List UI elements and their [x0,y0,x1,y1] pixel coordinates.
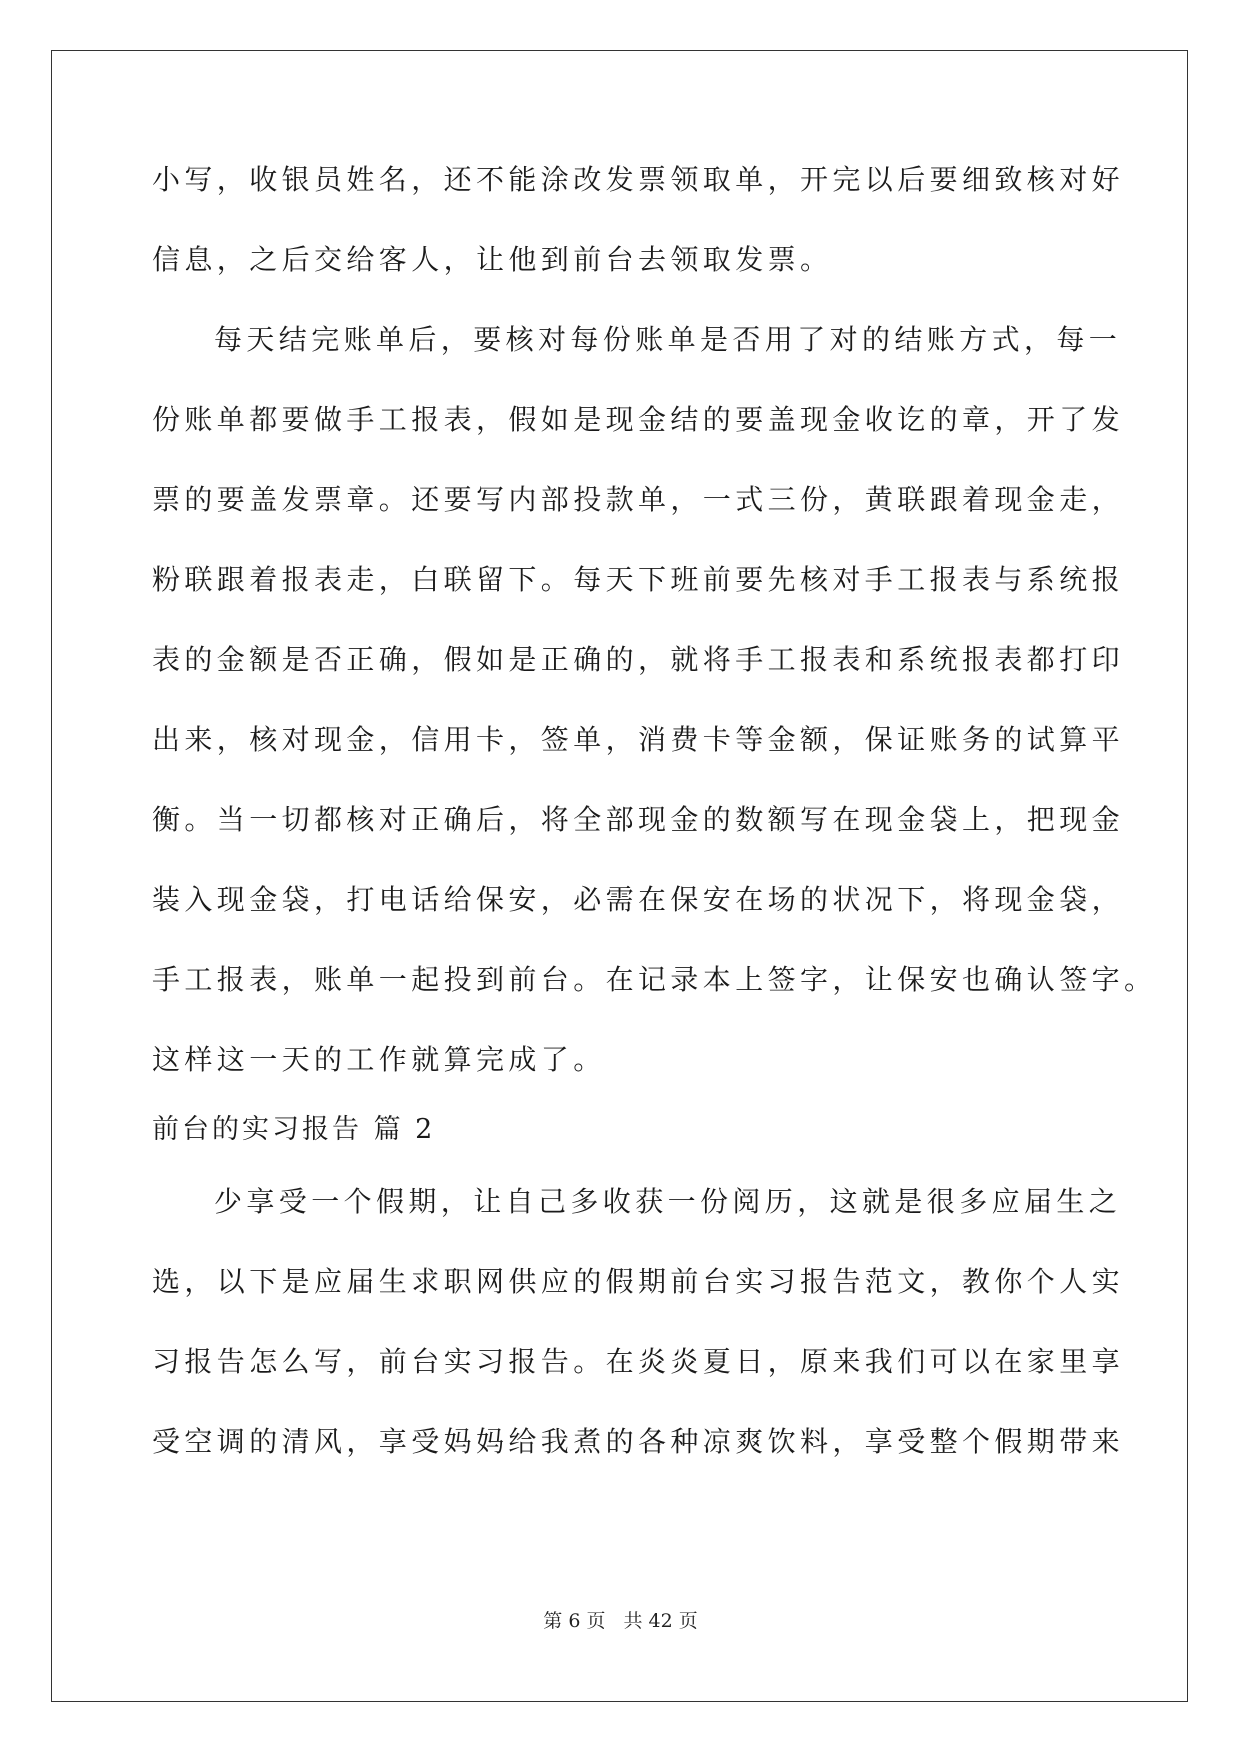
paragraph-line: 份账单都要做手工报表，假如是现金结的要盖现金收讫的章，开了发 [152,403,1125,436]
document-body [152,160,1157,1502]
paragraph-line: 这样这一天的工作就算完成了。 [152,1043,606,1076]
paragraph-line: 小写，收银员姓名，还不能涂改发票领取单，开完以后要细致核对好 [152,163,1125,196]
paragraph-line: 每天结完账单后，要核对每份账单是否用了对的结账方式，每一 [214,323,1122,356]
paragraph-line: 受空调的清风，享受妈妈给我煮的各种凉爽饮料，享受整个假期带来 [152,1425,1125,1458]
paragraph-line: 表的金额是否正确，假如是正确的，就将手工报表和系统报表都打印 [152,643,1125,676]
page-number: 第 6 页 [543,1610,606,1632]
section-heading: 前台的实习报告 篇 2 [152,1114,436,1145]
paragraph-line: 粉联跟着报表走，白联留下。每天下班前要先核对手工报表与系统报 [152,563,1125,596]
page-footer [0,1609,1241,1633]
paragraph-line: 装入现金袋，打电话给保安，必需在保安在场的状况下，将现金袋， [152,883,1125,916]
paragraph-line: 习报告怎么写，前台实习报告。在炎炎夏日，原来我们可以在家里享 [152,1345,1125,1378]
paragraph-line: 衡。当一切都核对正确后，将全部现金的数额写在现金袋上，把现金 [152,803,1125,836]
paragraph-line: 手工报表，账单一起投到前台。在记录本上签字，让保安也确认签字。 [152,963,1157,996]
paragraph-line: 信息，之后交给客人，让他到前台去领取发票。 [152,243,833,276]
paragraph-line: 少享受一个假期，让自己多收获一份阅历，这就是很多应届生之 [214,1185,1122,1218]
page-total: 共 42 页 [623,1610,698,1632]
paragraph-line: 选，以下是应届生求职网供应的假期前台实习报告范文，教你个人实 [152,1265,1125,1298]
paragraph-line: 出来，核对现金，信用卡，签单，消费卡等金额，保证账务的试算平 [152,723,1125,756]
paragraph-line: 票的要盖发票章。还要写内部投款单，一式三份，黄联跟着现金走， [152,483,1125,516]
